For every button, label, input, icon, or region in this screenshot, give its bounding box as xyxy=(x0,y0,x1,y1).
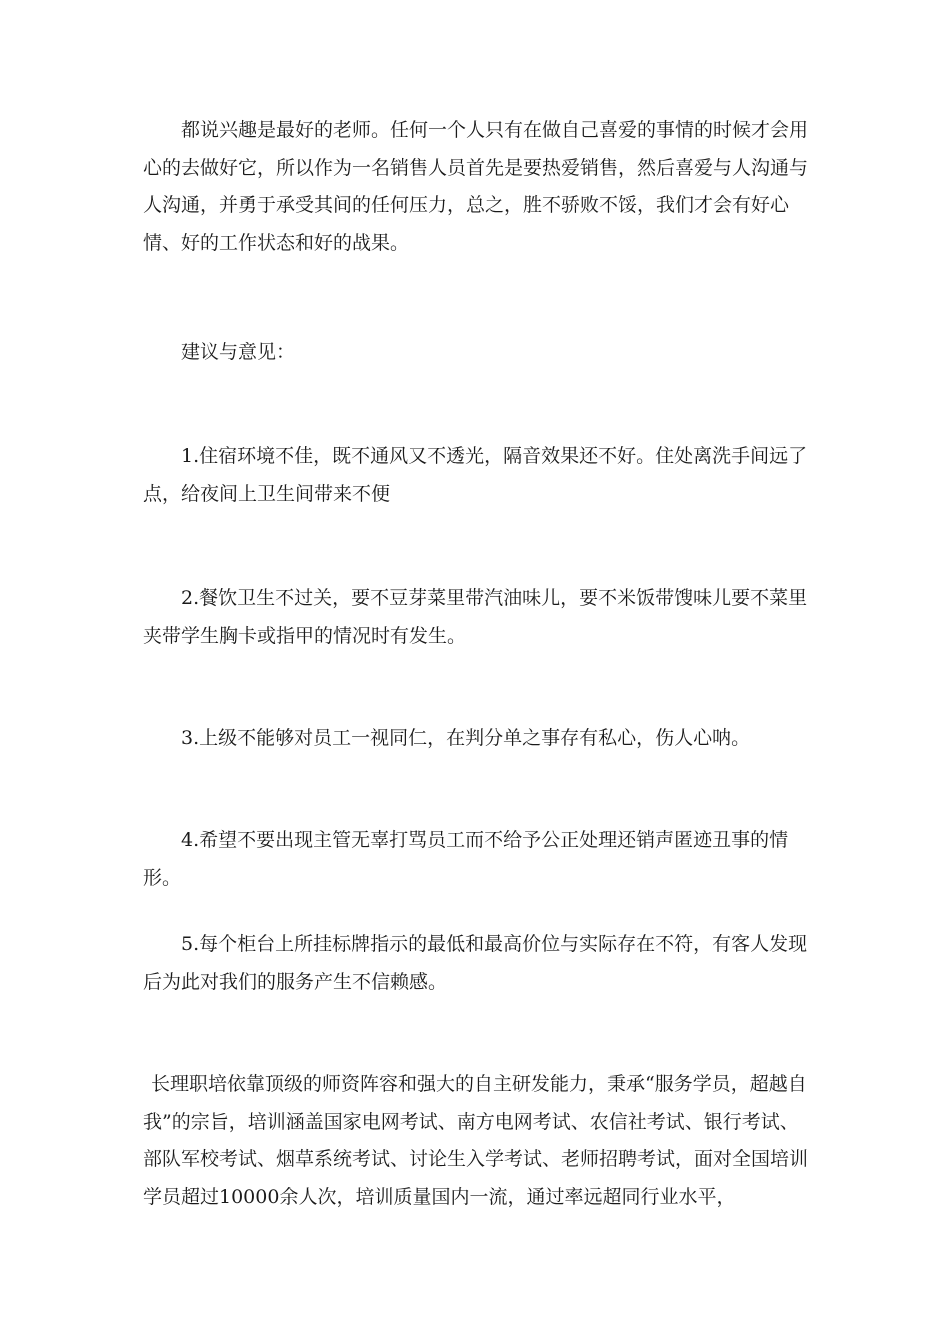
suggestions-heading: 建议与意见： xyxy=(181,341,296,363)
suggestion-item-5: 5.每个柜台上所挂标牌指示的最低和最高价位与实际存在不符，有客人发现后为此对我们的服务产生不信赖感。 xyxy=(143,933,808,993)
training-promo-paragraph: 长理职培依靠顶级的师资阵容和强大的自主研发能力，秉承“服务学员，超越自我”的宗旨，培训涵盖国家电网考试、南方电网考试、农信社考试、银行考试、部队军校考试、烟草系统考试、讨论生入学考试、老师招聘考试，面对全国培训学员超过10000余人次，培训质量国内一流，通过率远超同行业水平， xyxy=(143,1073,809,1208)
suggestion-item-1: 1.住宿环境不佳，既不通风又不透光，隔音效果还不好。住处离洗手间远了点，给夜间上卫生间带来不便 xyxy=(143,445,808,505)
suggestion-item-2: 2.餐饮卫生不过关，要不豆芽菜里带汽油味儿，要不米饭带馊味儿要不菜里夹带学生胸卡或指甲的情况时有发生。 xyxy=(143,587,808,647)
suggestion-item-3: 3.上级不能够对员工一视同仁，在判分单之事存有私心，伤人心呐。 xyxy=(181,727,751,749)
intro-paragraph: 都说兴趣是最好的老师。任何一个人只有在做自己喜爱的事情的时候才会用心的去做好它，所以作为一名销售人员首先是要热爱销售，然后喜爱与人沟通与人沟通，并勇于承受其间的任何压力，总之，胜不骄败不馁，我们才会有好心情、好的工作状态和好的战果。 xyxy=(143,119,809,254)
suggestion-item-4: 4.希望不要出现主管无辜打骂员工而不给予公正处理还销声匿迹丑事的情形。 xyxy=(143,829,789,889)
